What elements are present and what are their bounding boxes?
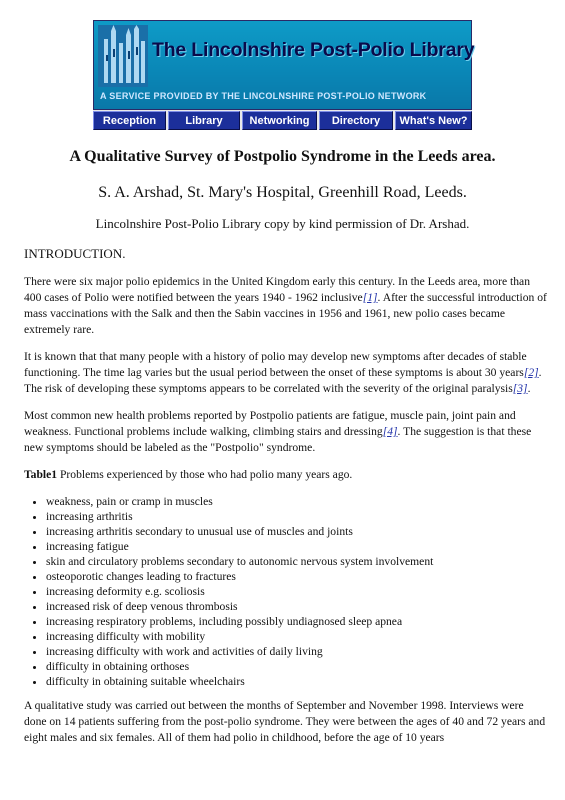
- article-title: A Qualitative Survey of Postpolio Syndrome in the Leeds area.: [69, 148, 496, 165]
- list-item: • increasing fatigue: [46, 539, 548, 554]
- reference-link-2[interactable]: [2]: [523, 366, 539, 379]
- list-item: • increasing respiratory problems, including possibly undiagnosed sleep apnea: [46, 614, 548, 629]
- list-item: • increasing arthritis: [46, 509, 548, 524]
- nav-networking-button[interactable]: Networking: [242, 111, 317, 130]
- nav-directory-button[interactable]: Directory: [319, 111, 393, 130]
- table-caption: [24, 467, 548, 483]
- cathedral-logo-icon: [98, 25, 148, 87]
- nav-whats-new-button[interactable]: What's New?: [395, 111, 472, 130]
- list-item: • difficulty in obtaining suitable wheelchairs: [46, 674, 548, 689]
- reference-link-4[interactable]: [4]: [382, 425, 398, 438]
- banner-title: The Lincolnshire Post-Polio Library: [152, 39, 475, 61]
- paragraph-problems: [24, 408, 548, 456]
- list-item: • increased risk of deep venous thrombosis: [46, 599, 548, 614]
- article-author: S. A. Arshad, St. Mary's Hospital, Greenhill Road, Leeds.: [98, 184, 467, 201]
- paragraph-text: . The suggestion is that these new symptoms should be labeled as the "Postpolio" syndrome.: [24, 425, 532, 454]
- paragraph-text: .: [527, 382, 531, 395]
- list-item: • increasing difficulty with mobility: [46, 629, 548, 644]
- section-heading: INTRODUCTION.: [24, 246, 126, 261]
- paragraph-text: There were six major polio epidemics in the United Kingdom early this century. In the Leeds area, more than 400 cases of Polio were notified between the years 1940 - 1962 inclusive: [24, 275, 530, 304]
- article-body: [24, 246, 548, 757]
- list-item: • osteoporotic changes leading to fractures: [46, 569, 548, 584]
- list-item: • weakness, pain or cramp in muscles: [46, 494, 548, 509]
- site-banner: [93, 20, 475, 130]
- list-item: • difficulty in obtaining orthoses: [46, 659, 548, 674]
- paragraph-study: A qualitative study was carried out between the months of September and November 1998. Interviews were done on 14 patients suffering from the post-polio syndrome. They were between the ages of 40 and 72 years and eight males and six females. All of them had polio in childhood, before the age of 10 years: [24, 699, 546, 744]
- reference-link-1[interactable]: [1]: [362, 291, 378, 304]
- permission-note: Lincolnshire Post-Polio Library copy by kind permission of Dr. Arshad.: [95, 216, 470, 231]
- nav-library-button[interactable]: Library: [168, 111, 240, 130]
- banner-header: [93, 20, 475, 110]
- table-label: Table1: [24, 468, 58, 481]
- nav-bar: [93, 111, 472, 130]
- paragraph-text: Most common new health problems reported by Postpolio patients are fatigue, muscle pain, joint pain and weakness. Functional problems include walking, climbing stairs and dressing: [24, 409, 516, 438]
- reference-link-3[interactable]: [3]: [512, 382, 528, 395]
- paragraph-text: . After the successful introduction of mass vaccinations with the Salk and then the Sabin vaccines in 1956 and 1961, new polio cases became extremely rare.: [24, 291, 547, 336]
- banner-subtitle: A SERVICE PROVIDED BY THE LINCOLNSHIRE POST-POLIO NETWORK: [100, 91, 427, 101]
- list-item: • increasing arthritis secondary to unusual use of muscles and joints: [46, 524, 548, 539]
- problems-list: [24, 494, 548, 689]
- paragraph-text: It is known that that many people with a history of polio may develop new symptoms after decades of stable functioning. The time lag varies but the usual period between the onset of these symptoms is about 30 years: [24, 350, 527, 379]
- paragraph-text: . The risk of developing these symptoms appears to be correlated with the severity of the original paralysis: [24, 366, 542, 395]
- list-item: • skin and circulatory problems secondary to autonomic nervous system involvement: [46, 554, 548, 569]
- paragraph-symptoms: [24, 349, 548, 397]
- table-caption-text: Problems experienced by those who had polio many years ago.: [57, 468, 353, 481]
- list-item: • increasing difficulty with work and activities of daily living: [46, 644, 548, 659]
- list-item: • increasing deformity e.g. scoliosis: [46, 584, 548, 599]
- paragraph-epidemics: [24, 274, 548, 338]
- nav-reception-button[interactable]: Reception: [93, 111, 166, 130]
